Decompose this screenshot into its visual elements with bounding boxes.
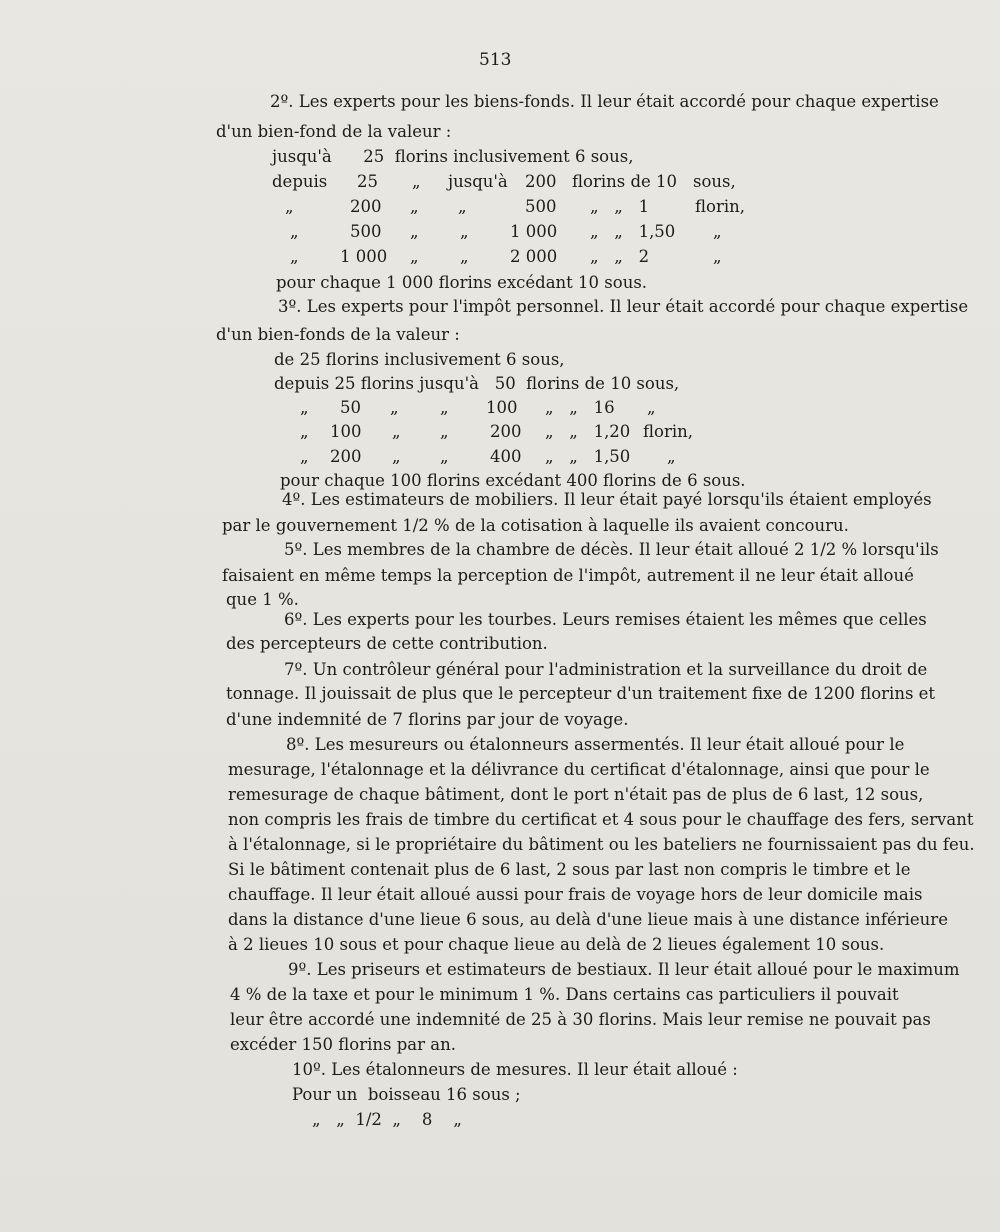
s2-cell: „ [713,247,722,266]
s2-cell: „ [290,222,299,241]
s3-cell: „ [647,398,656,417]
s3-line-3: de 25 florins inclusivement 6 sous, [274,350,565,369]
s3-cell: „ „ 16 [545,398,615,417]
s2-cell: „ „ 2 [590,247,650,266]
s3-cell: „ [667,447,676,466]
s2-cell: 1 000 [510,222,558,241]
s7-line-1: 7º. Un contrôleur général pour l'administration et la surveillance du droit de [284,660,928,679]
s8-line-2: mesurage, l'étalonnage et la délivrance du certificat d'étalonnage, ainsi que pour le [228,760,930,779]
s2-cell: florin, [695,197,745,216]
s4-line-2-a: par le gouvernement [222,516,403,535]
s2-cell: „ [412,172,421,191]
s5-line-3: que 1 %. [226,590,299,609]
s2-cell: depuis [272,172,328,191]
s2-line-1: 2º. Les experts pour les biens-fonds. Il leur était accordé pour chaque expertise [270,92,939,111]
s2-cell: 200 [525,172,557,191]
s3-cell: 400 [490,447,522,466]
s5-line-1: 5º. Les membres de la chambre de décès. Il leur était alloué 2 1/2 % lorsqu'ils [284,540,939,559]
s8-line-6: Si le bâtiment contenait plus de 6 last, 2 sous par last non compris le timbre et le [228,860,911,879]
s2-cell: 2 000 [510,247,558,266]
s2-cell: 25 [357,172,378,191]
s2-cell: „ „ 1,50 [590,222,676,241]
s3-cell: 200 [490,422,522,441]
s2-cell: „ [290,247,299,266]
s8-line-3: remesurage de chaque bâtiment, dont le port n'était pas de plus de 6 last, 12 sous, [228,785,924,804]
s10-line-3: „ „ 1/2 „ 8 „ [312,1110,462,1129]
s4-fraction: 1/2 [402,516,429,535]
s2-cell: „ [458,197,467,216]
page-number: 513 [479,50,512,70]
s3-cell: „ [440,447,449,466]
s10-line-1: 10º. Les étalonneurs de mesures. Il leur était alloué : [292,1060,738,1079]
s2-cell: jusqu'à [448,172,508,191]
s8-line-5: à l'étalonnage, si le propriétaire du bâtiment ou les bateliers ne fournissaient pas du feu. [228,835,975,854]
s2-line-3: jusqu'à 25 florins inclusivement 6 sous, [272,147,634,166]
s3-cell: „ [300,398,309,417]
s2-cell: „ [410,222,419,241]
s9-line-3: leur être accordé une indemnité de 25 à 30 florins. Mais leur remise ne pouvait pas [230,1010,931,1029]
s5-line-2: faisaient en même temps la perception de l'impôt, autrement il ne leur était alloué [222,566,914,585]
s2-cell: „ „ 1 [590,197,650,216]
s3-cell: „ „ 1,50 [545,447,631,466]
s3-cell: „ [300,447,309,466]
s3-cell: 200 [330,447,362,466]
s6-line-1: 6º. Les experts pour les tourbes. Leurs remises étaient les mêmes que celles [284,610,927,629]
s3-cell: „ „ 1,20 [545,422,631,441]
s2-line-2: d'un bien-fond de la valeur : [216,122,452,141]
s8-line-1: 8º. Les mesureurs ou étalonneurs assermentés. Il leur était alloué pour le [286,735,905,754]
s9-line-2: 4 % de la taxe et pour le minimum 1 %. Dans certains cas particuliers il pouvait [230,985,899,1004]
s3-cell: „ [392,422,401,441]
s3-cell: 100 [330,422,362,441]
s3-line-1: 3º. Les experts pour l'impôt personnel. Il leur était accordé pour chaque expertise [278,297,969,316]
s3-cell: „ [390,398,399,417]
s3-cell: „ [440,398,449,417]
s7-line-3: d'une indemnité de 7 florins par jour de voyage. [226,710,629,729]
s8-line-4: non compris les frais de timbre du certificat et 4 sous pour le chauffage des fers, servant [228,810,974,829]
s2-cell: „ [410,197,419,216]
s2-last-line: pour chaque 1 000 florins excédant 10 sous. [276,273,648,292]
s4-line-2 [222,516,849,536]
s8-line-7: chauffage. Il leur était alloué aussi pour frais de voyage hors de leur domicile mais [228,885,923,904]
s9-line-4: excéder 150 florins par an. [230,1035,456,1054]
s3-cell: „ [392,447,401,466]
s2-cell: „ [713,222,722,241]
s3-cell: 100 [486,398,518,417]
s4-line-1: 4º. Les estimateurs de mobiliers. Il leur était payé lorsqu'ils étaient employés [282,490,932,509]
s2-cell: „ [410,247,419,266]
s2-cell: florins de 10 [572,172,678,191]
s2-cell: „ [460,222,469,241]
s8-line-9: à 2 lieues 10 sous et pour chaque lieue au delà de 2 lieues également 10 sous. [228,935,885,954]
s10-line-2: Pour un boisseau 16 sous ; [292,1085,521,1104]
s9-line-1: 9º. Les priseurs et estimateurs de bestiaux. Il leur était alloué pour le maximum [288,960,960,979]
s3-last-line: pour chaque 100 florins excédant 400 florins de 6 sous. [280,471,746,490]
s2-cell: 500 [525,197,557,216]
s3-cell: florin, [643,422,693,441]
s8-line-8: dans la distance d'une lieue 6 sous, au delà d'une lieue mais à une distance inférieure [228,910,948,929]
s2-cell: 200 [350,197,382,216]
s2-cell: 1 000 [340,247,388,266]
s3-line-4: depuis 25 florins jusqu'à 50 florins de 10 sous, [274,374,680,393]
s6-line-2: des percepteurs de cette contribution. [226,634,548,653]
s3-line-2: d'un bien-fonds de la valeur : [216,325,460,344]
s3-cell: „ [440,422,449,441]
s7-line-2: tonnage. Il jouissait de plus que le percepteur d'un traitement fixe de 1200 florins et [226,684,936,703]
s2-cell: „ [285,197,294,216]
s4-line-2-b: % de la cotisation à laquelle ils avaient concouru. [428,516,849,535]
s2-cell: 500 [350,222,382,241]
s3-cell: 50 [340,398,361,417]
s2-cell: „ [460,247,469,266]
s2-cell: sous, [693,172,736,191]
s3-cell: „ [300,422,309,441]
